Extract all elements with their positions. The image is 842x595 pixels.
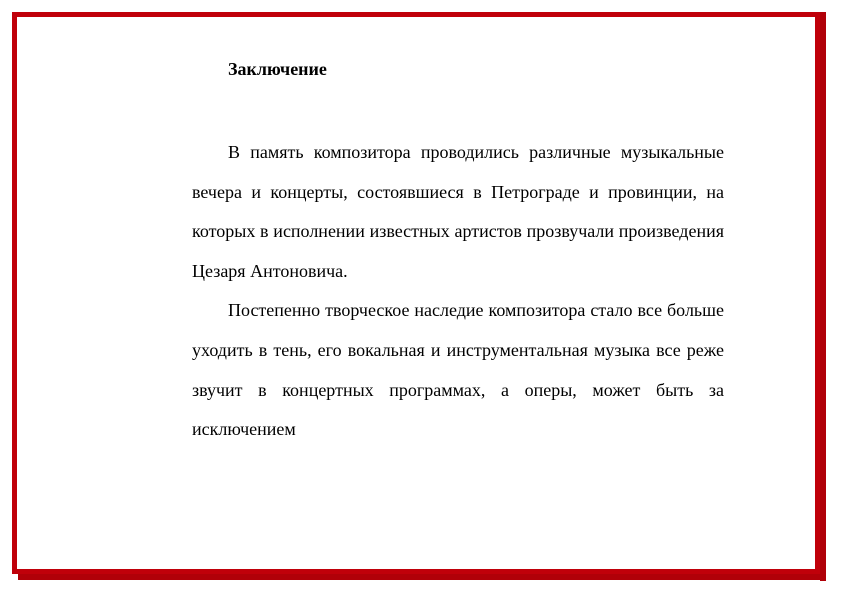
frame-shadow-right	[820, 12, 826, 581]
section-heading: Заключение	[228, 59, 327, 79]
frame-shadow-bottom	[18, 574, 826, 580]
paragraph-1: В память композитора проводились различные музыкальные вечера и концерты, состоявшиеся в Петрограде и провинции, на которых в исполнении известных артистов прозвучали произведения Цезаря Антоновича.	[192, 142, 724, 281]
paragraph-2: Постепенно творческое наследие композитора стало все больше уходить в тень, его вокальная и инструментальная музыка все реже звучит в концертных программах, а оперы, может быть за исключением	[192, 300, 724, 440]
document-body	[192, 56, 724, 450]
